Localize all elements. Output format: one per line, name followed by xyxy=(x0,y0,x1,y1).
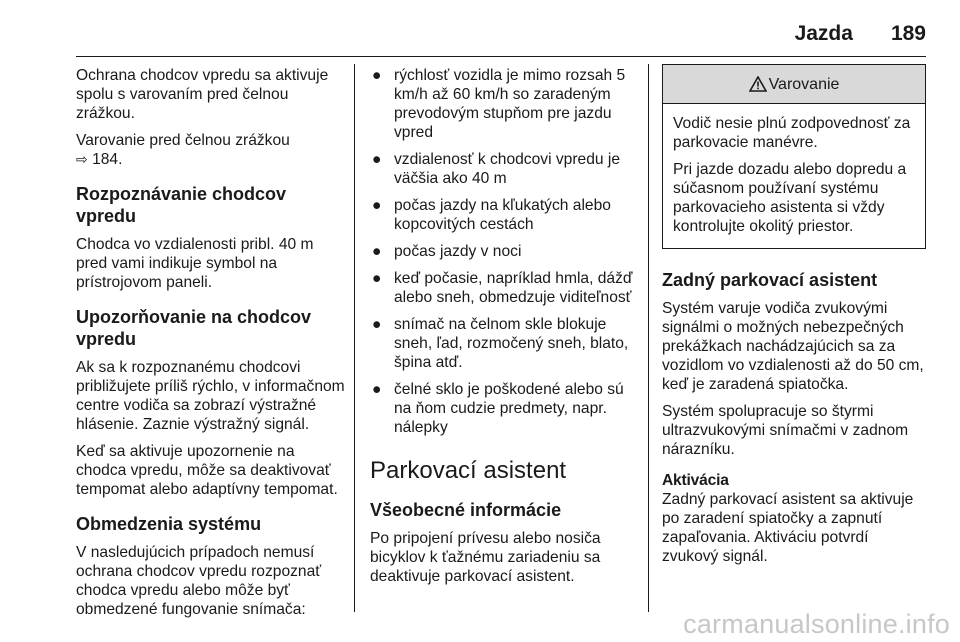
section-title: Jazda xyxy=(794,22,853,45)
limits-paragraph: V nasledujúcich prípadoch nemusí ochrana chodcov vpredu rozpoznať chodca vpredu alebo môže byť obmedzené fungovanie snímača: xyxy=(76,544,322,618)
detection-paragraph: Chodca vo vzdialenosti pribl. 40 m pred vami indikuje symbol na prístrojovom paneli. xyxy=(76,236,314,291)
list-item: ● keď počasie, napríklad hmla, dážď alebo sneh, obmedzuje viditeľnosť xyxy=(372,270,633,306)
heading-activation: Aktivácia xyxy=(662,472,729,489)
bullet-icon: ● xyxy=(372,270,382,287)
list-item: ● počas jazdy na kľukatých alebo kopcovitých cestách xyxy=(372,197,611,233)
bullet-icon: ● xyxy=(372,316,382,333)
warning-body xyxy=(663,104,925,248)
watermark: carmanualsonline.info xyxy=(683,609,950,639)
heading-general-info: Všeobecné informácie xyxy=(370,500,562,520)
warning-paragraph-1: Vodič nesie plnú zodpovednosť za parkovacie manévre. xyxy=(673,115,911,151)
bullet-icon: ● xyxy=(372,67,382,84)
list-item: ● rýchlosť vozidla je mimo rozsah 5 km/h až 60 km/h so zaradeným prevodovým stupňom pre jazdu vpred xyxy=(372,67,626,141)
cross-reference-text: Varovanie pred čelnou zrážkou xyxy=(76,132,290,149)
heading-parking-assist: Parkovací asistent xyxy=(370,457,567,484)
limitations-list xyxy=(370,66,638,437)
list-item: ● vzdialenosť k chodcovi vpredu je väčšia ako 40 m xyxy=(372,151,621,187)
intro-paragraph: Ochrana chodcov vpredu sa aktivuje spolu s varovaním pred čelnou zrážkou. xyxy=(76,67,329,122)
rear-paragraph-2: Systém spolupracuje so štyrmi ultrazvukovými snímačmi v zadnom nárazníku. xyxy=(662,403,909,458)
warning-box xyxy=(662,64,926,249)
alert-paragraph-2: Keď sa aktivuje upozornenie na chodca vpredu, môže sa deaktivovať tempomat alebo adaptívny tempomat. xyxy=(76,443,338,498)
warning-paragraph-2: Pri jazde dozadu alebo dopredu a súčasnom používaní systému parkovacieho asistenta si vždy kontrolujte okolitý priestor. xyxy=(673,161,907,235)
column-divider-2 xyxy=(648,64,649,612)
list-item: ● čelné sklo je poškodené alebo sú na ňom cudzie predmety, napr. nálepky xyxy=(372,381,624,436)
bullet-icon: ● xyxy=(372,243,382,260)
heading-pedestrian-alert: Upozorňovanie na chodcov vpredu xyxy=(76,307,312,349)
list-item: ● počas jazdy v noci xyxy=(372,243,522,260)
heading-pedestrian-detection: Rozpoznávanie chodcov vpredu xyxy=(76,184,287,226)
heading-system-limits: Obmedzenia systému xyxy=(76,514,262,534)
list-item: ● snímač na čelnom skle blokuje sneh, ľad, rozmočený sneh, blato, špina atď. xyxy=(372,316,629,371)
cross-reference xyxy=(76,131,346,169)
page-number: 189 xyxy=(890,22,926,45)
column-2 xyxy=(370,66,638,594)
column-3 xyxy=(662,66,926,574)
bullet-icon: ● xyxy=(372,381,382,398)
column-divider-1 xyxy=(354,64,355,612)
header-divider xyxy=(76,56,926,57)
bullet-icon: ● xyxy=(372,197,382,214)
alert-paragraph-1: Ak sa k rozpoznanému chodcovi približujete príliš rýchlo, v informačnom centre vodiča sa zobrazí výstražné hlásenie. Zaznie výstražný signál. xyxy=(76,359,345,433)
heading-rear-parking-assist: Zadný parkovací asistent xyxy=(662,270,878,290)
warning-triangle-icon xyxy=(749,76,767,92)
column-1 xyxy=(76,66,346,627)
activation-paragraph: Zadný parkovací asistent sa aktivuje po zaradení spiatočky a zapnutí zapaľovania. Aktiváciu potvrdí zvukový signál. xyxy=(662,491,914,565)
bullet-icon: ● xyxy=(372,151,382,168)
warning-title: Varovanie xyxy=(768,76,840,93)
rear-paragraph-1: Systém varuje vodiča zvukovými signálmi o možných nebezpečných prekážkach nachádzajúcich sa za vozidlom vo vzdialenosti až do 50 cm, keď je zaradená spiatočka. xyxy=(662,300,924,393)
reference-arrow-icon: ⇨ xyxy=(76,151,88,167)
warning-header xyxy=(663,65,925,104)
cross-reference-page[interactable]: 184. xyxy=(92,151,123,168)
general-paragraph: Po pripojení prívesu alebo nosiča bicyklov k ťažnému zariadeniu sa deaktivuje parkovací asistent. xyxy=(370,530,601,585)
page-header xyxy=(0,22,926,46)
